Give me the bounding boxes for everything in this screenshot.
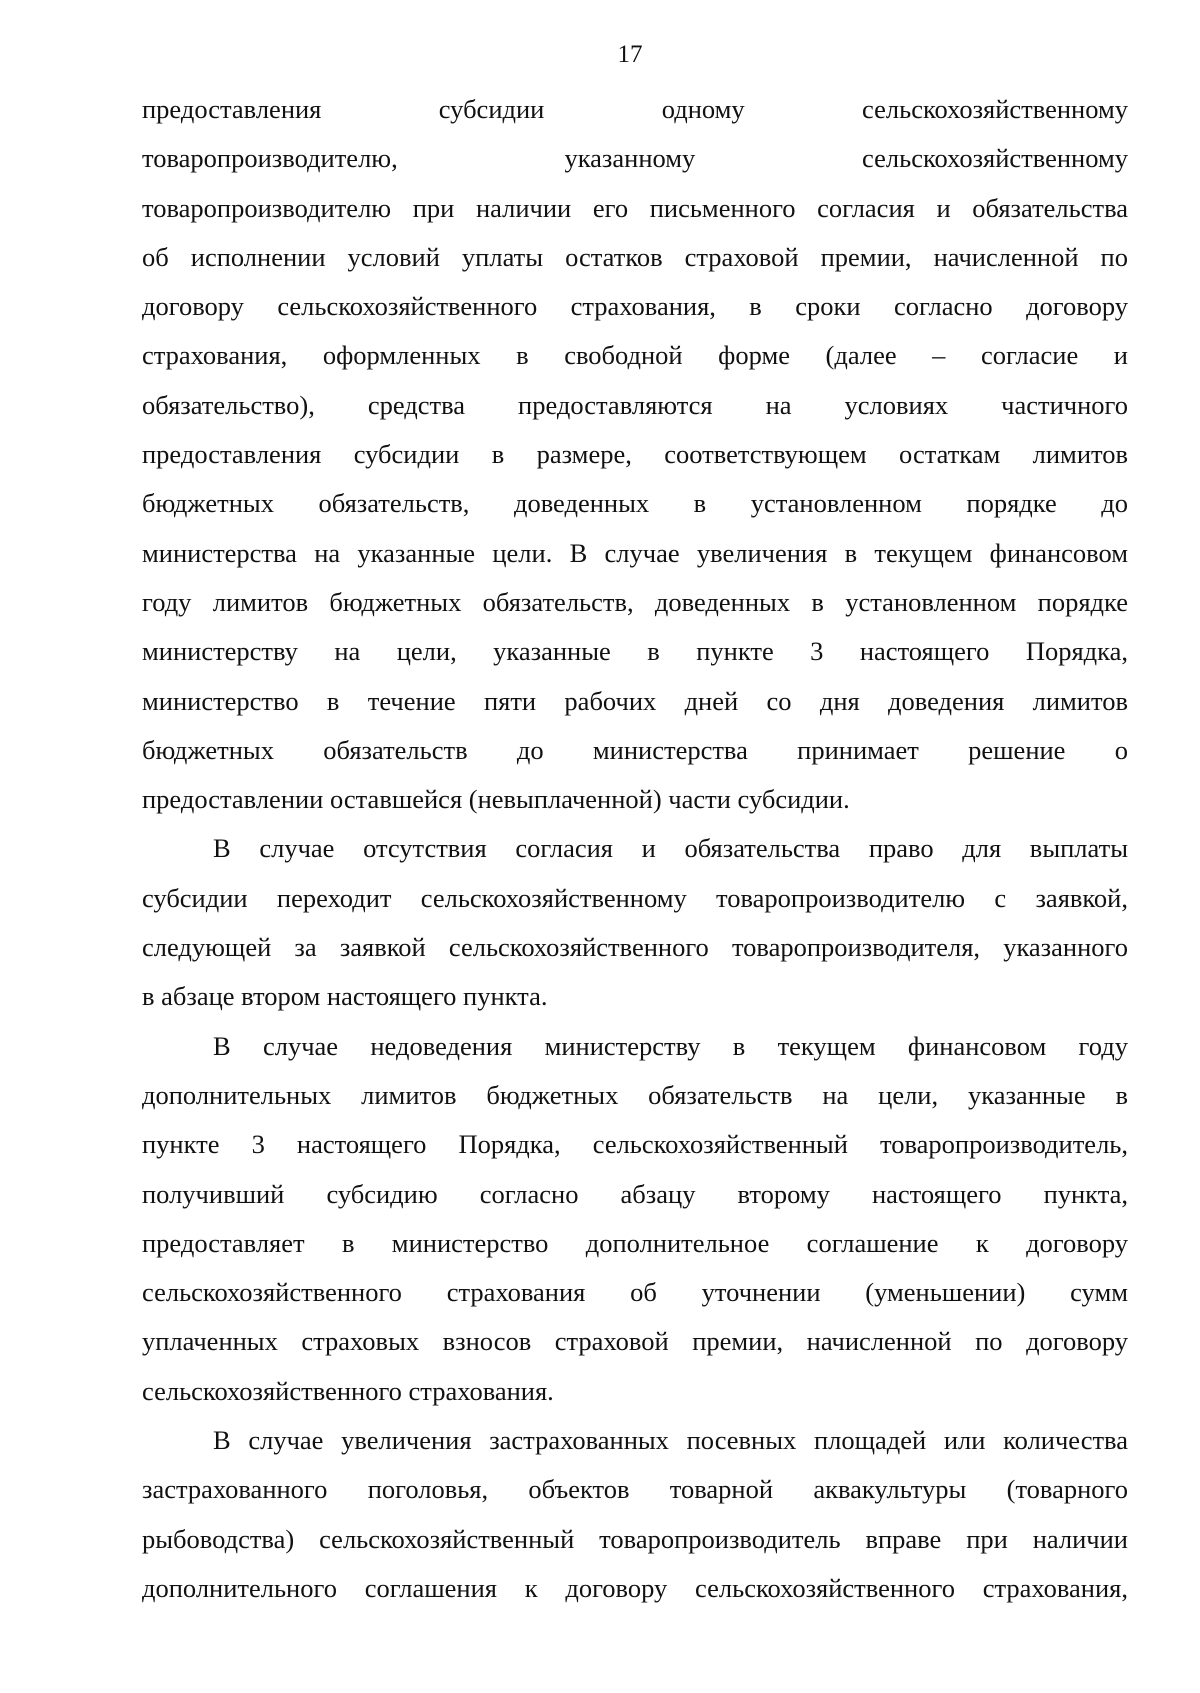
text-line: предоставления субсидии одному сельскохозяйственному xyxy=(142,94,1128,124)
text-line: об исполнении условий уплаты остатков страховой премии, начисленной по xyxy=(142,241,1128,272)
paragraph-4 xyxy=(142,1416,1128,1613)
text-line: министерство в течение пяти рабочих дней со дня доведения лимитов xyxy=(142,685,1128,716)
text-line: в абзаце втором настоящего пункта. xyxy=(142,981,548,1012)
text-line: обязательство), средства предоставляются на условиях частичного xyxy=(142,389,1128,420)
text-line: пункте 3 настоящего Порядка, сельскохозяйственный товаропроизводитель, xyxy=(142,1129,1128,1160)
text-line: В случае недоведения министерству в текущем финансовом году xyxy=(213,1030,1128,1061)
text-line: страхования, оформленных в свободной форме (далее – согласие и xyxy=(142,340,1128,371)
text-line: министерства на указанные цели. В случае увеличения в текущем финансовом xyxy=(142,537,1128,568)
text-line: застрахованного поголовья, объектов товарной аквакультуры (товарного xyxy=(142,1474,1128,1505)
text-line: сельскохозяйственного страхования. xyxy=(142,1375,554,1406)
text-line: предоставляет в министерство дополнительное соглашение к договору xyxy=(142,1227,1128,1258)
paragraph-1 xyxy=(142,85,1128,824)
text-line: предоставлении оставшейся (невыплаченной) части субсидии. xyxy=(142,784,850,815)
document-body xyxy=(142,85,1128,1613)
text-line: уплаченных страховых взносов страховой премии, начисленной по договору xyxy=(142,1326,1128,1357)
text-line: министерству на цели, указанные в пункте 3 настоящего Порядка, xyxy=(142,636,1128,667)
paragraph-3 xyxy=(142,1022,1128,1416)
text-line: бюджетных обязательств до министерства принимает решение о xyxy=(142,734,1128,765)
text-line: товаропроизводителю, указанному сельскохозяйственному xyxy=(142,143,1128,174)
text-line: рыбоводства) сельскохозяйственный товаропроизводитель вправе при наличии xyxy=(142,1523,1128,1554)
paragraph-2 xyxy=(142,824,1128,1021)
text-line: товаропроизводителю при наличии его письменного согласия и обязательства xyxy=(142,192,1128,223)
text-line: следующей за заявкой сельскохозяйственного товаропроизводителя, указанного xyxy=(142,932,1128,963)
text-line: предоставления субсидии в размере, соответствующем остаткам лимитов xyxy=(142,439,1128,470)
text-line: В случае отсутствия согласия и обязательства право для выплаты xyxy=(213,833,1128,864)
text-line: году лимитов бюджетных обязательств, доведенных в установленном порядке xyxy=(142,586,1128,617)
text-line: сельскохозяйственного страхования об уточнении (уменьшении) сумм xyxy=(142,1277,1128,1308)
text-line: дополнительного соглашения к договору сельскохозяйственного страхования, xyxy=(142,1572,1128,1603)
text-line: бюджетных обязательств, доведенных в установленном порядке до xyxy=(142,488,1128,519)
text-line: В случае увеличения застрахованных посевных площадей или количества xyxy=(213,1425,1128,1456)
text-line: получивший субсидию согласно абзацу второму настоящего пункта, xyxy=(142,1178,1128,1209)
text-line: договору сельскохозяйственного страхования, в сроки согласно договору xyxy=(142,291,1128,322)
text-line: субсидии переходит сельскохозяйственному товаропроизводителю с заявкой, xyxy=(142,882,1128,913)
text-line: дополнительных лимитов бюджетных обязательств на цели, указанные в xyxy=(142,1079,1128,1110)
page-number: 17 xyxy=(617,41,643,68)
